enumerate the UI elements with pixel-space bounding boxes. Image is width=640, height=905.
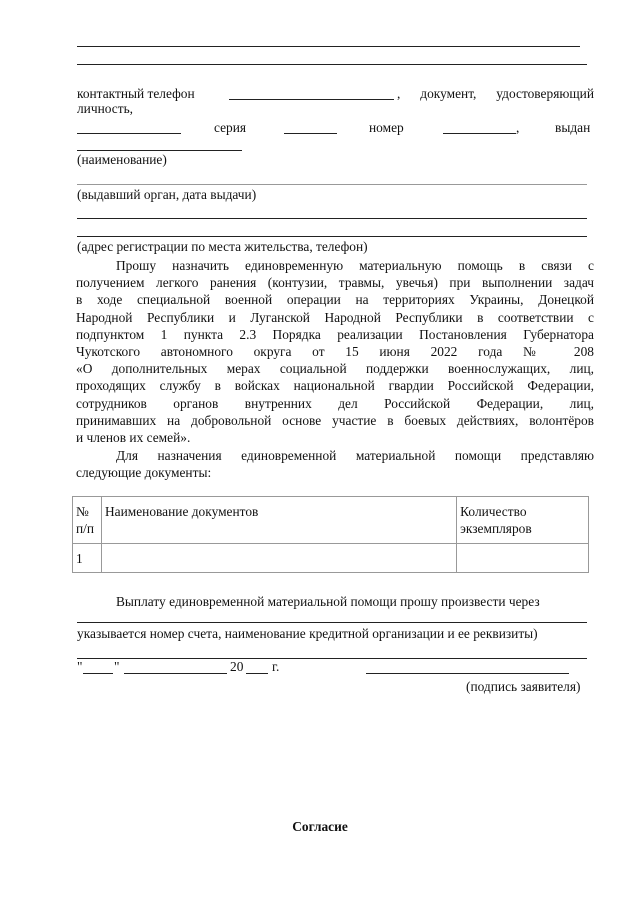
caption-name: (наименование) [77,152,167,167]
row-number: 1 [73,544,102,573]
request-line: принимавших на добровольной основе участие в боевых действиях, волонтёров [76,412,594,428]
row-copies[interactable] [457,544,589,573]
issuer-field[interactable] [77,184,587,185]
caption-address: (адрес регистрации по места жительства, телефон) [77,239,368,254]
issued-field[interactable] [77,150,242,151]
blank-line-1[interactable] [77,46,580,47]
table-header-row [73,497,589,544]
date-day-field[interactable] [83,673,113,674]
contact-phone-label: контактный телефон [77,86,195,101]
identity-label: личность, [77,101,134,116]
documents-table [72,496,589,573]
series-label: серия [214,120,247,135]
request-line: проходящих службу в войсках национальной гвардии Российской Федерации, [76,378,594,394]
header-number: № п/п [73,497,102,544]
signature-caption: (подпись заявителя) [466,679,581,694]
signature-field[interactable] [366,673,569,674]
request-line: получением легкого ранения (контузии, травмы, увечья) при выполнении задач [76,275,594,291]
date-year-prefix: 20 [230,659,244,674]
date-year-field[interactable] [246,673,268,674]
header-copies: Количество экземпляров [457,497,589,544]
address-field-1[interactable] [77,218,587,219]
request-line: сотрудников органов внутренних дел Российской Федерации, лиц, [76,395,594,411]
document-type-field[interactable] [77,133,181,134]
date-month-field[interactable] [124,673,227,674]
series-field[interactable] [284,133,337,134]
documents-intro [76,447,594,481]
contact-phone-field[interactable] [229,99,394,100]
address-field-2[interactable] [77,236,587,237]
blank-line-2[interactable] [77,64,587,65]
documents-intro-line: следующие документы: [76,465,212,481]
consent-title: Согласие [292,819,348,834]
request-line: и членов их семей». [76,430,191,446]
payment-field[interactable] [77,622,587,623]
payment-caption: указывается номер счета, наименование кредитной организации и ее реквизиты) [77,626,538,641]
identity-document-label: , документ, удостоверяющий [397,86,594,101]
request-line: подпунктом 1 пункта 2.3 Порядка реализации Постановления Губернатора [76,326,594,342]
payment-field-2[interactable] [77,658,587,659]
date-quote-open: " [77,659,83,674]
request-line: в ходе специальной военной операции на территориях Украины, Донецкой [76,292,594,308]
date-quote-close: " [114,659,120,674]
payment-text: Выплату единовременной материальной помощи прошу произвести через [116,594,540,609]
number-field[interactable] [443,133,516,134]
table-row[interactable] [73,544,589,573]
issued-label: выдан [555,120,591,135]
request-paragraph [76,257,594,446]
request-line: Народной Республики и Луганской Народной Республики в соответствии с [76,309,594,325]
request-line: «О дополнительных мерах социальной поддержки военнослужащих, лиц, [76,361,594,377]
number-label: номер [369,120,404,135]
request-line: Прошу назначить единовременную материальную помощь в связи с [116,258,594,273]
header-document-name: Наименование документов [101,497,456,544]
request-line: Чукотского автономного округа от 15 июня 2022 года № 208 [76,344,594,360]
documents-intro-line: Для назначения единовременной материальной помощи представляю [116,448,594,463]
comma-after-number: , [516,120,520,135]
caption-issuer: (выдавший орган, дата выдачи) [77,187,257,202]
row-document-name[interactable] [101,544,456,573]
date-year-suffix: г. [272,659,280,674]
